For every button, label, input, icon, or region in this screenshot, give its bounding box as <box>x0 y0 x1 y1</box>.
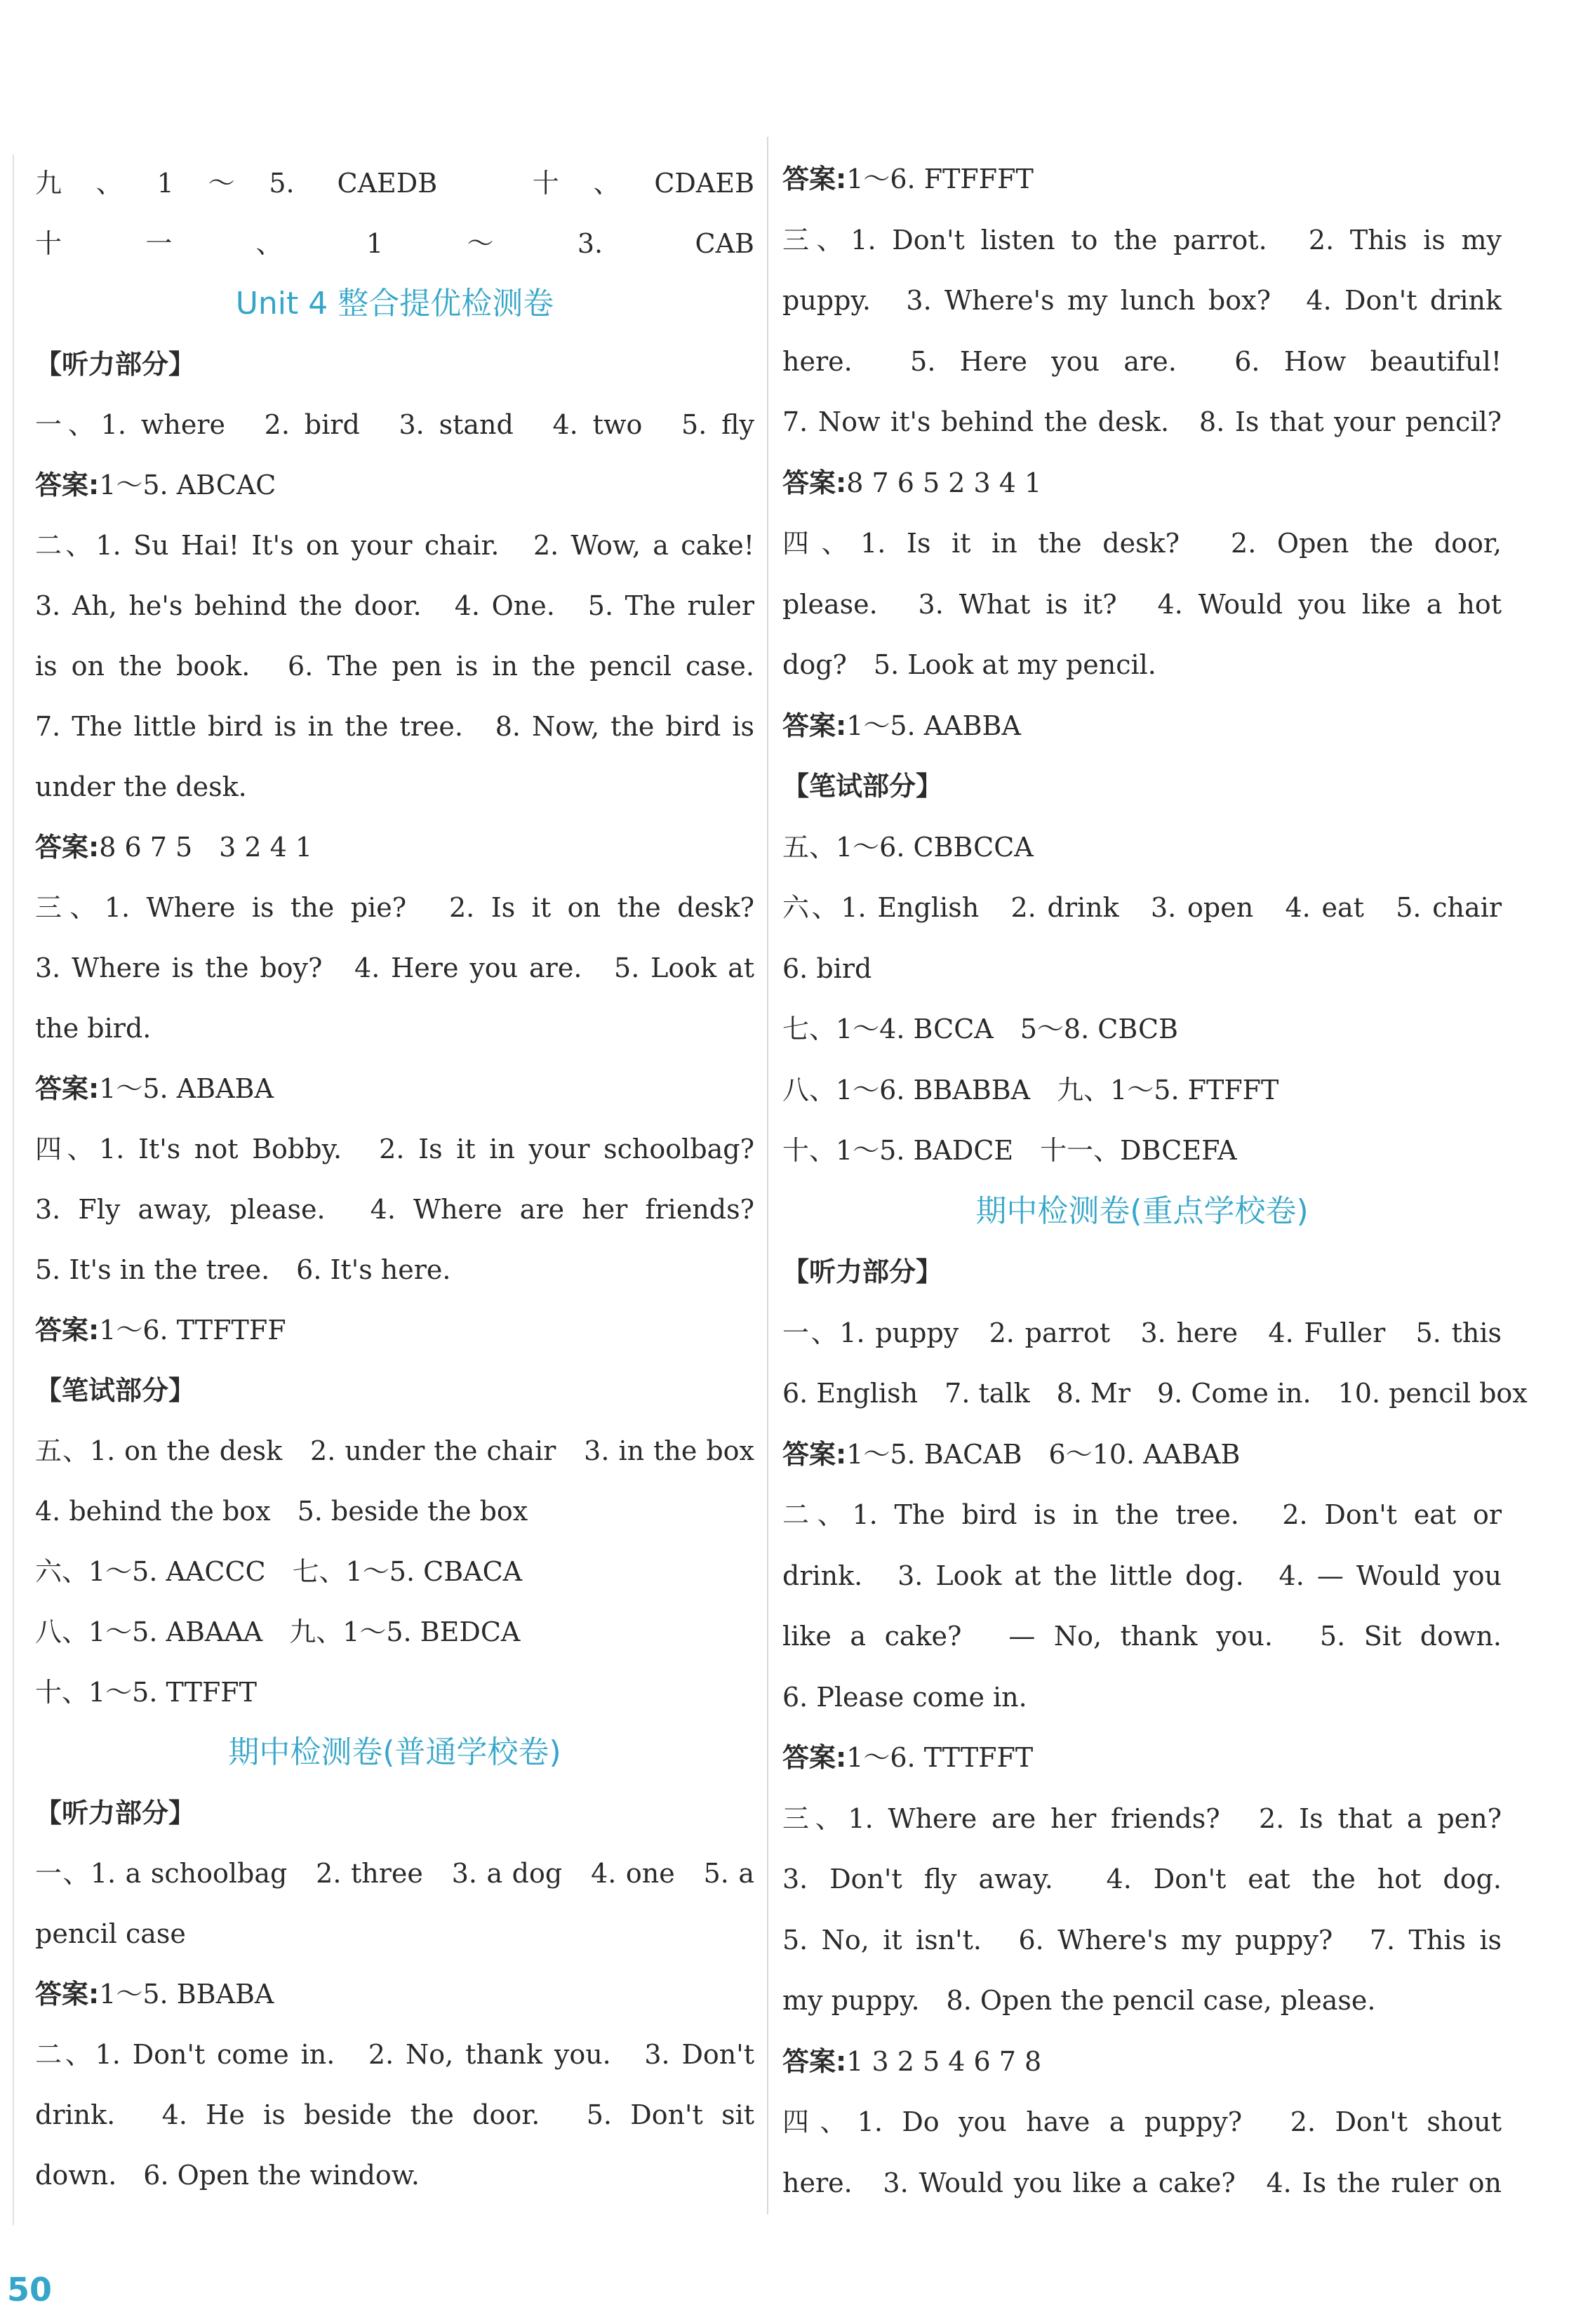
text-line: 6. Please come in. <box>782 1681 1027 1713</box>
text-line: 十一、1～3. CAB <box>35 228 754 259</box>
text-line: puppy. 3. Where's my lunch box? 4. Don't drink <box>782 285 1502 316</box>
text-line: 四、1. It's not Bobby. 2. Is it in your schoolbag? <box>35 1134 754 1164</box>
text-line: please. 3. What is it? 4. Would you like a hot <box>782 588 1502 620</box>
text-line: 六、1. English 2. drink 3. open 4. eat 5. chair <box>782 892 1502 923</box>
part-label: 【听力部分】 <box>35 1798 196 1828</box>
text-line: 二、1. The bird is in the tree. 2. Don't eat or <box>782 1499 1502 1530</box>
text-line: is on the book. 6. The pen is in the pencil case. <box>35 651 754 682</box>
section-heading: 期中检测卷(普通学校卷) <box>228 1734 561 1770</box>
answer-line <box>35 455 754 515</box>
text-line: pencil case <box>35 1918 186 1949</box>
answer-line <box>782 453 1502 513</box>
part-label: 【笔试部分】 <box>35 1375 196 1406</box>
part-label: 【听力部分】 <box>35 349 196 380</box>
answer-line <box>782 1424 1502 1485</box>
text-line: the bird. <box>35 1013 152 1044</box>
text-line: 一、1. puppy 2. parrot 3. here 4. Fuller 5. this <box>782 1317 1502 1348</box>
page-number: 50 <box>7 2271 53 2309</box>
text-line: 八、1～5. ABAAA 九、1～5. BEDCA <box>35 1616 521 1647</box>
answer-line <box>35 817 754 877</box>
text-line: 五、1. on the desk 2. under the chair 3. in the box <box>35 1435 754 1466</box>
answer-label: 答案: <box>782 1438 847 1470</box>
part-label: 【听力部分】 <box>782 1256 943 1287</box>
answer-line <box>782 696 1502 756</box>
text-line: 八、1～6. BBABBA 九、1～5. FTFFT <box>782 1074 1279 1105</box>
answer-line <box>35 1058 754 1119</box>
answer-text: 1～6. TTTFFT <box>846 1742 1034 1773</box>
answer-label: 答案: <box>782 710 847 741</box>
text-line: drink. 4. He is beside the door. 5. Don't sit <box>35 2099 754 2130</box>
text-line: 十、1～5. BADCE 十一、DBCEFA <box>782 1135 1237 1166</box>
text-line: 3. Ah, he's behind the door. 4. One. 5. The ruler <box>35 590 754 621</box>
text-line: 二、1. Don't come in. 2. No, thank you. 3. Don't <box>35 2039 754 2070</box>
text-line: here. 3. Would you like a cake? 4. Is the ruler on <box>782 2167 1502 2198</box>
text-line: 三、1. Where is the pie? 2. Is it on the desk? <box>35 892 754 923</box>
text-line: 三、1. Don't listen to the parrot. 2. This is my <box>782 224 1502 255</box>
text-line: under the desk. <box>35 771 247 802</box>
text-line: 6. English 7. talk 8. Mr 9. Come in. 10. pencil box <box>782 1378 1528 1409</box>
text-line: 7. Now it's behind the desk. 8. Is that your pencil? <box>782 406 1502 437</box>
text-line: 十、1～5. TTFFT <box>35 1677 257 1708</box>
text-line: 一、1. a schoolbag 2. three 3. a dog 4. one 5. a <box>35 1858 754 1889</box>
text-line: 3. Don't fly away. 4. Don't eat the hot dog. <box>782 1864 1502 1894</box>
text-line: 5. No, it isn't. 6. Where's my puppy? 7. This is <box>782 1924 1502 1956</box>
answer-line <box>35 1964 754 2024</box>
text-line: 5. It's in the tree. 6. It's here. <box>35 1254 451 1285</box>
answer-label: 答案: <box>782 467 847 498</box>
answer-text: 1～5. BBABA <box>99 1979 274 2010</box>
text-line: like a cake? — No, thank you. 5. Sit down. <box>782 1621 1502 1652</box>
answer-label: 答案: <box>782 164 847 194</box>
answer-text: 1～5. BACAB 6～10. AABAB <box>846 1438 1241 1470</box>
text-line: 九、1～5. CAEDB 十、CDAEB <box>35 168 754 199</box>
text-line: 3. Fly away, please. 4. Where are her friends? <box>35 1194 754 1225</box>
answer-label: 答案: <box>35 1315 100 1346</box>
answer-text: 8 6 7 5 3 2 4 1 <box>99 832 313 863</box>
column-divider <box>767 137 768 2215</box>
answer-text: 1～5. AABBA <box>846 710 1021 741</box>
answer-label: 答案: <box>35 1979 100 2010</box>
text-line: 六、1～5. AACCC 七、1～5. CBACA <box>35 1556 523 1587</box>
section-heading: 期中检测卷(重点学校卷) <box>975 1193 1309 1229</box>
answer-line <box>782 1727 1502 1788</box>
text-line: 7. The little bird is in the tree. 8. Now, the bird is <box>35 711 754 742</box>
text-line: drink. 3. Look at the little dog. 4. — Would you <box>782 1560 1502 1591</box>
answer-label: 答案: <box>35 470 100 500</box>
text-line: 3. Where is the boy? 4. Here you are. 5. Look at <box>35 952 754 983</box>
text-line: 四、1. Do you have a puppy? 2. Don't shout <box>782 2106 1502 2137</box>
text-line: 三、1. Where are her friends? 2. Is that a pen? <box>782 1802 1502 1834</box>
answer-line <box>782 149 1502 209</box>
answer-line <box>782 2031 1502 2092</box>
text-line: 五、1～6. CBBCCA <box>782 831 1034 863</box>
answer-text: 1～5. ABCAC <box>99 470 276 500</box>
left-margin-rule <box>13 154 14 2225</box>
text-line: dog? 5. Look at my pencil. <box>782 649 1156 680</box>
text-line: 四、1. Is it in the desk? 2. Open the door, <box>782 528 1502 559</box>
text-line: my puppy. 8. Open the pencil case, please. <box>782 1985 1376 2016</box>
answer-text: 1 3 2 5 4 6 7 8 <box>846 2045 1042 2077</box>
text-line: down. 6. Open the window. <box>35 2160 420 2191</box>
answer-text: 8 7 6 5 2 3 4 1 <box>846 467 1042 498</box>
answer-label: 答案: <box>35 832 100 863</box>
text-line: 一、1. where 2. bird 3. stand 4. two 5. fly <box>35 409 754 440</box>
section-heading: Unit 4 整合提优检测卷 <box>235 286 554 321</box>
answer-line <box>35 1300 754 1360</box>
text-line: 七、1～4. BCCA 5～8. CBCB <box>782 1014 1178 1044</box>
answer-label: 答案: <box>35 1073 100 1104</box>
part-label: 【笔试部分】 <box>782 771 943 802</box>
answer-text: 1～5. ABABA <box>99 1073 274 1104</box>
answer-label: 答案: <box>782 2045 847 2077</box>
answer-label: 答案: <box>782 1742 847 1773</box>
text-line: 6. bird <box>782 952 872 984</box>
text-line: 二、1. Su Hai! It's on your chair. 2. Wow, a cake! <box>35 530 754 561</box>
answer-text: 1～6. TTFTFF <box>99 1315 286 1346</box>
text-line: 4. behind the box 5. beside the box <box>35 1496 528 1527</box>
text-line: here. 5. Here you are. 6. How beautiful! <box>782 345 1502 377</box>
answer-text: 1～6. FTFFFT <box>846 164 1034 194</box>
